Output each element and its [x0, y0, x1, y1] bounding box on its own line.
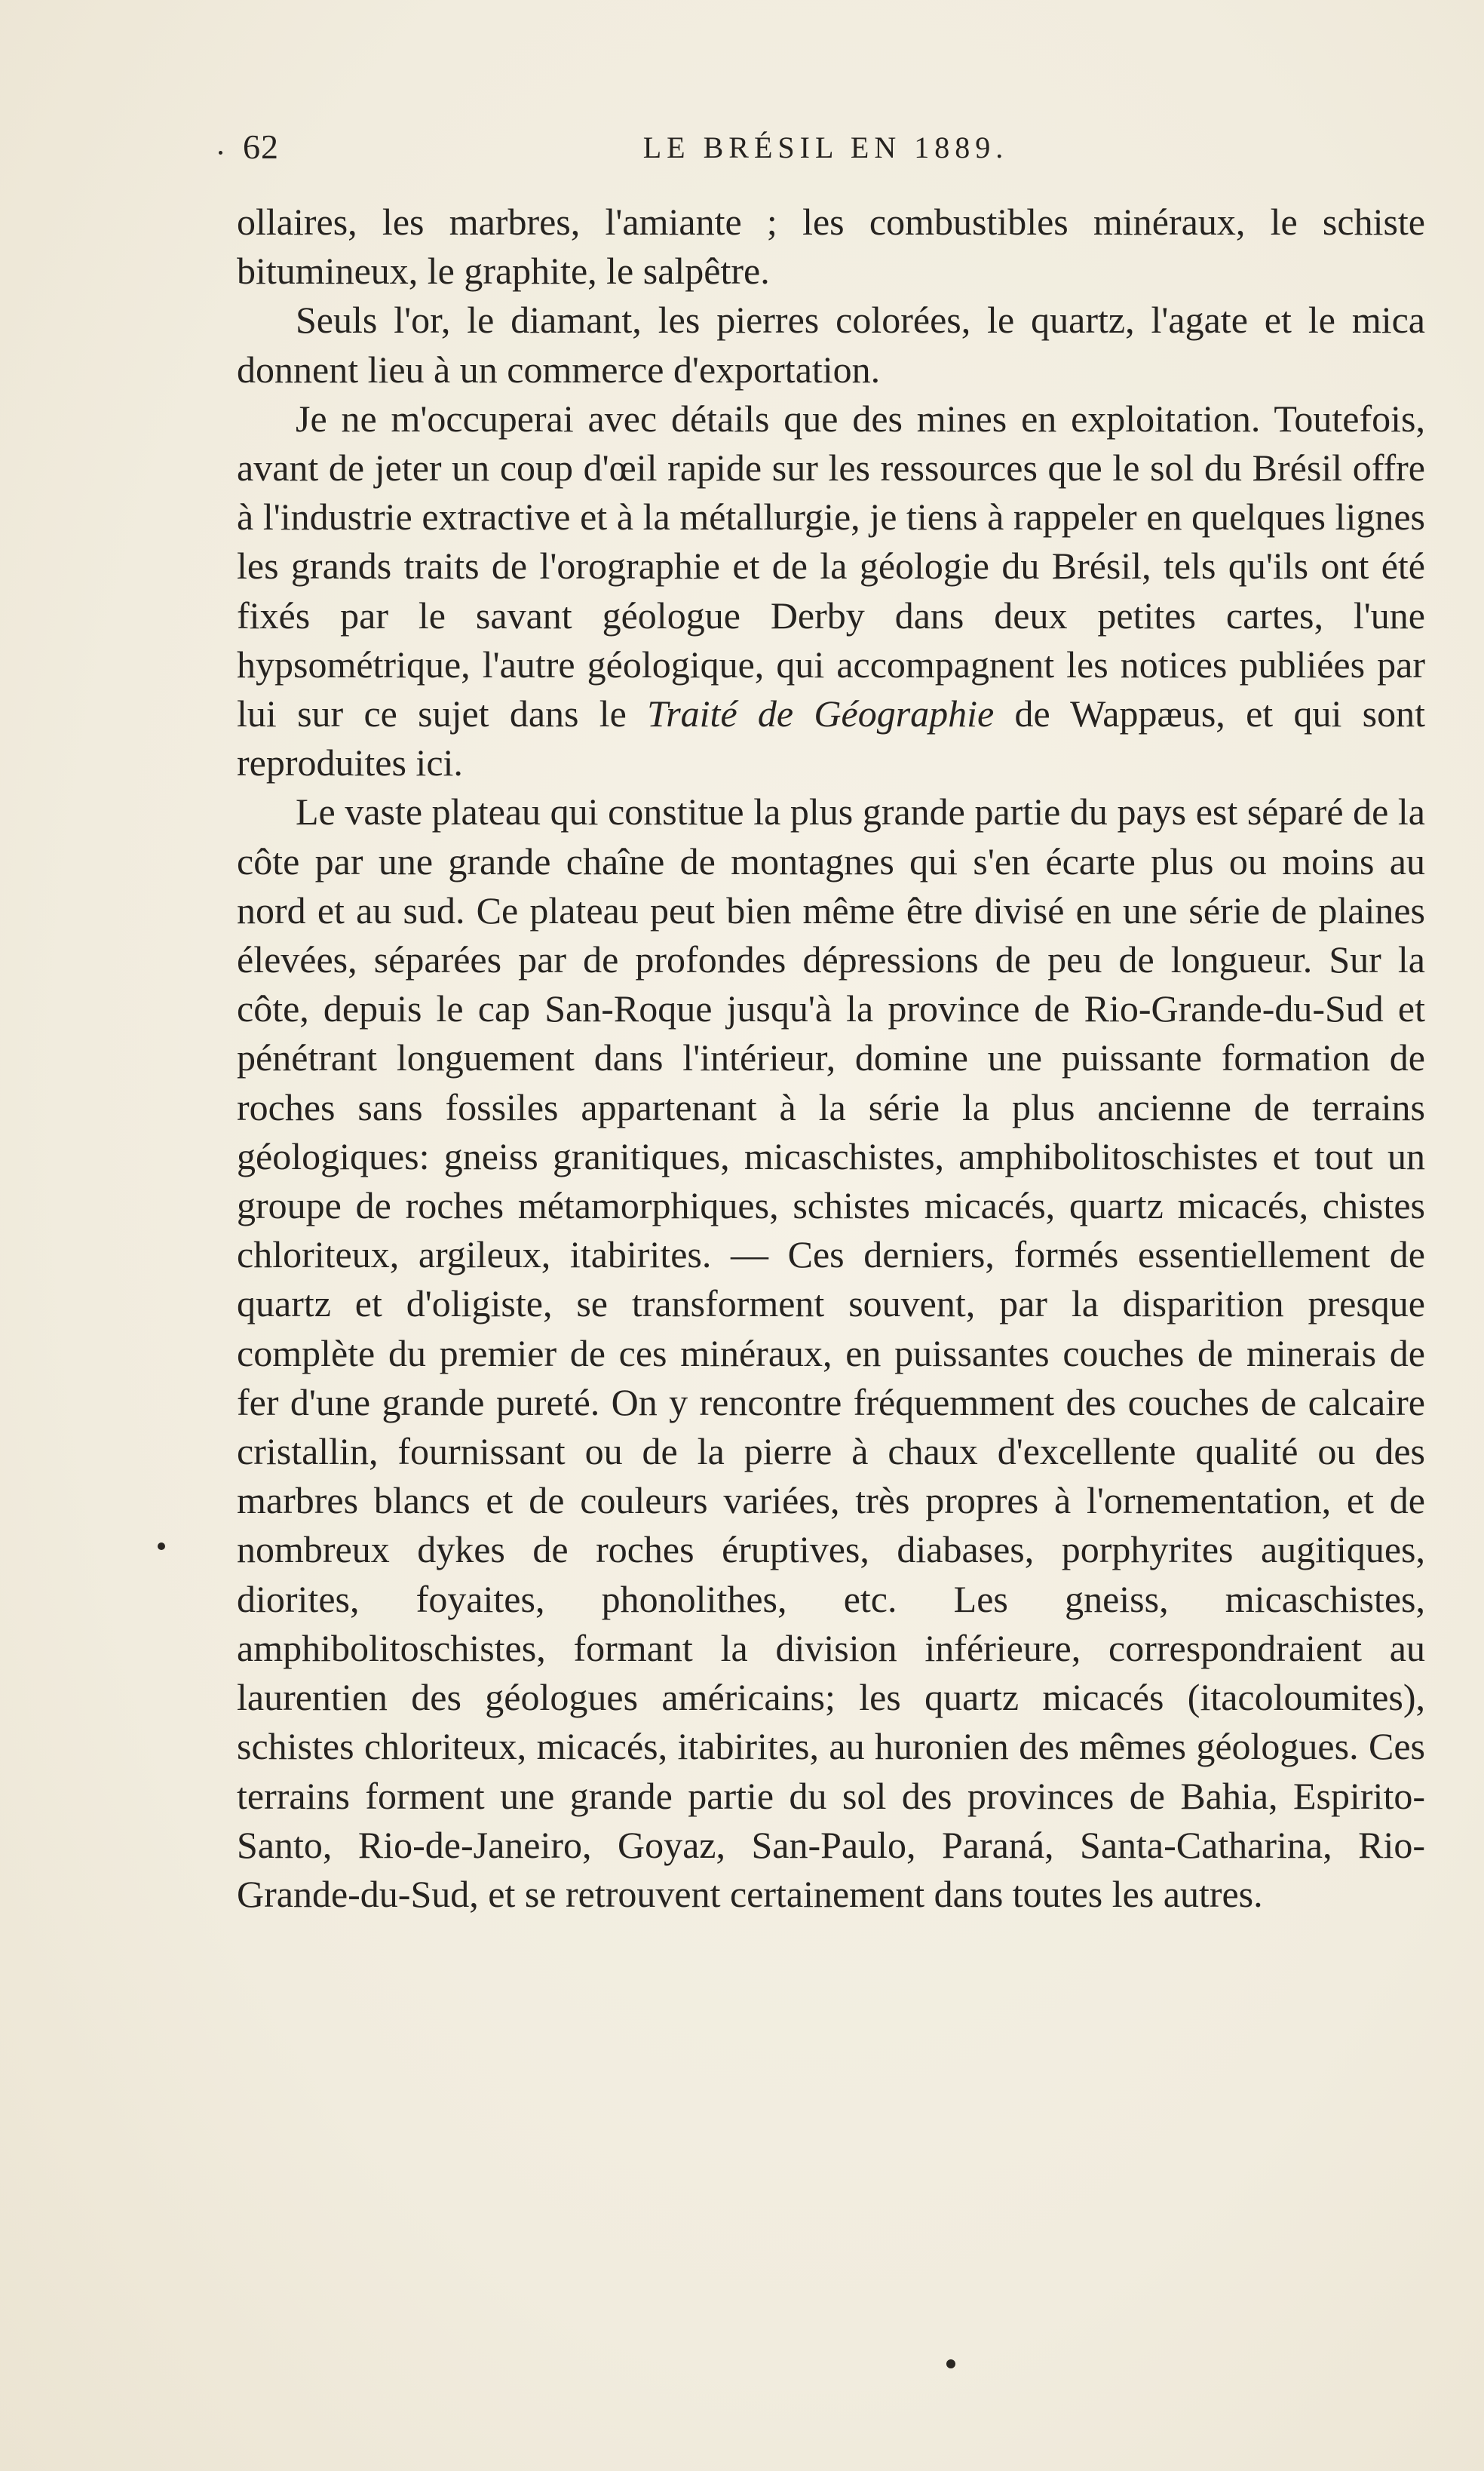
paragraph-3 — [237, 394, 1425, 788]
ink-speck — [158, 1542, 165, 1550]
paragraph-3-part-2: de Wappæus, et qui sont reproduites ici. — [237, 692, 1425, 784]
paragraph-4: Le vaste plateau qui constitue la plus grande partie du pays est séparé de la côte par une grande chaîne de montagnes qui s'en écarte plus ou moins au nord et au sud. Ce plateau peut bien même être divisé en une série de plaines élevées, séparées par de profondes dépressions de peu de longueur. Sur la côte, depuis le cap San-Roque jusqu'à la province de Rio-Grande-du-Sud et pénétrant longuement dans l'intérieur, domine une puissante formation de roches sans fossiles appartenant à la série la plus ancienne de terrains géologiques: gneiss granitiques, micaschistes, amphibolitoschistes et tout un groupe de roches métamorphiques, schistes micacés, quartz micacés, chistes chloriteux, argileux, itabirites. — Ces derniers, formés essentiellement de quartz et d'oligiste, se transforment souvent, par la disparition presque complète du premier de ces minéraux, en puissantes couches de minerais de fer d'une grande pureté. On y rencontre fréquemment des couches de calcaire cristallin, fournissant ou de la pierre à chaux d'excellente qualité ou des marbres blancs et de couleurs variées, très propres à l'ornementation, et de nombreux dykes de roches éruptives, diabases, porphyrites augitiques, diorites, foyaites, phonolithes, etc. Les gneiss, micaschistes, amphibolitoschistes, formant la division inférieure, correspondraient au laurentien des géologues américains; les quartz micacés (itacoloumites), schistes chloriteux, micacés, itabirites, au huronien des mêmes géologues. Ces terrains forment une grande partie du sol des provinces de Bahia, Espirito-Santo, Rio-de-Janeiro, Goyaz, San-Paulo, Paraná, Santa-Catharina, Rio-Grande-du-Sud, et se retrouvent certainement dans toutes les autres. — [237, 790, 1425, 1915]
paragraph-2: Seuls l'or, le diamant, les pierres colorées, le quartz, l'agate et le mica donnent lieu à un commerce d'exportation. — [237, 299, 1425, 391]
book-title-reference: Traité de Géographie — [647, 692, 995, 735]
paragraph-1: ollaires, les marbres, l'amiante ; les combustibles minéraux, le schiste bitumineux, le graphite, le salpêtre. — [237, 201, 1425, 293]
running-title: LE BRÉSIL EN 1889. — [642, 130, 1009, 164]
page-number: 62 — [243, 127, 279, 166]
ink-speck — [219, 151, 222, 155]
paragraph-3-part-1: Je ne m'occuperai avec détails que des mines en exploitation. Toutefois, avant de jeter un coup d'œil rapide sur les ressources que le sol du Brésil offre à l'industrie extractive et à la métallurgie, je tiens à rappeler en quelques lignes les grands traits de l'orographie et de la géologie du Brésil, tels qu'ils ont été fixés par le savant géologue Derby dans deux petites cartes, l'une hypsométrique, l'autre géologique, qui accompagnent les notices publiées par lui sur ce sujet dans le — [237, 397, 1425, 735]
page-header — [226, 127, 1425, 172]
ink-speck — [946, 2359, 955, 2368]
body-text — [237, 198, 1425, 1919]
